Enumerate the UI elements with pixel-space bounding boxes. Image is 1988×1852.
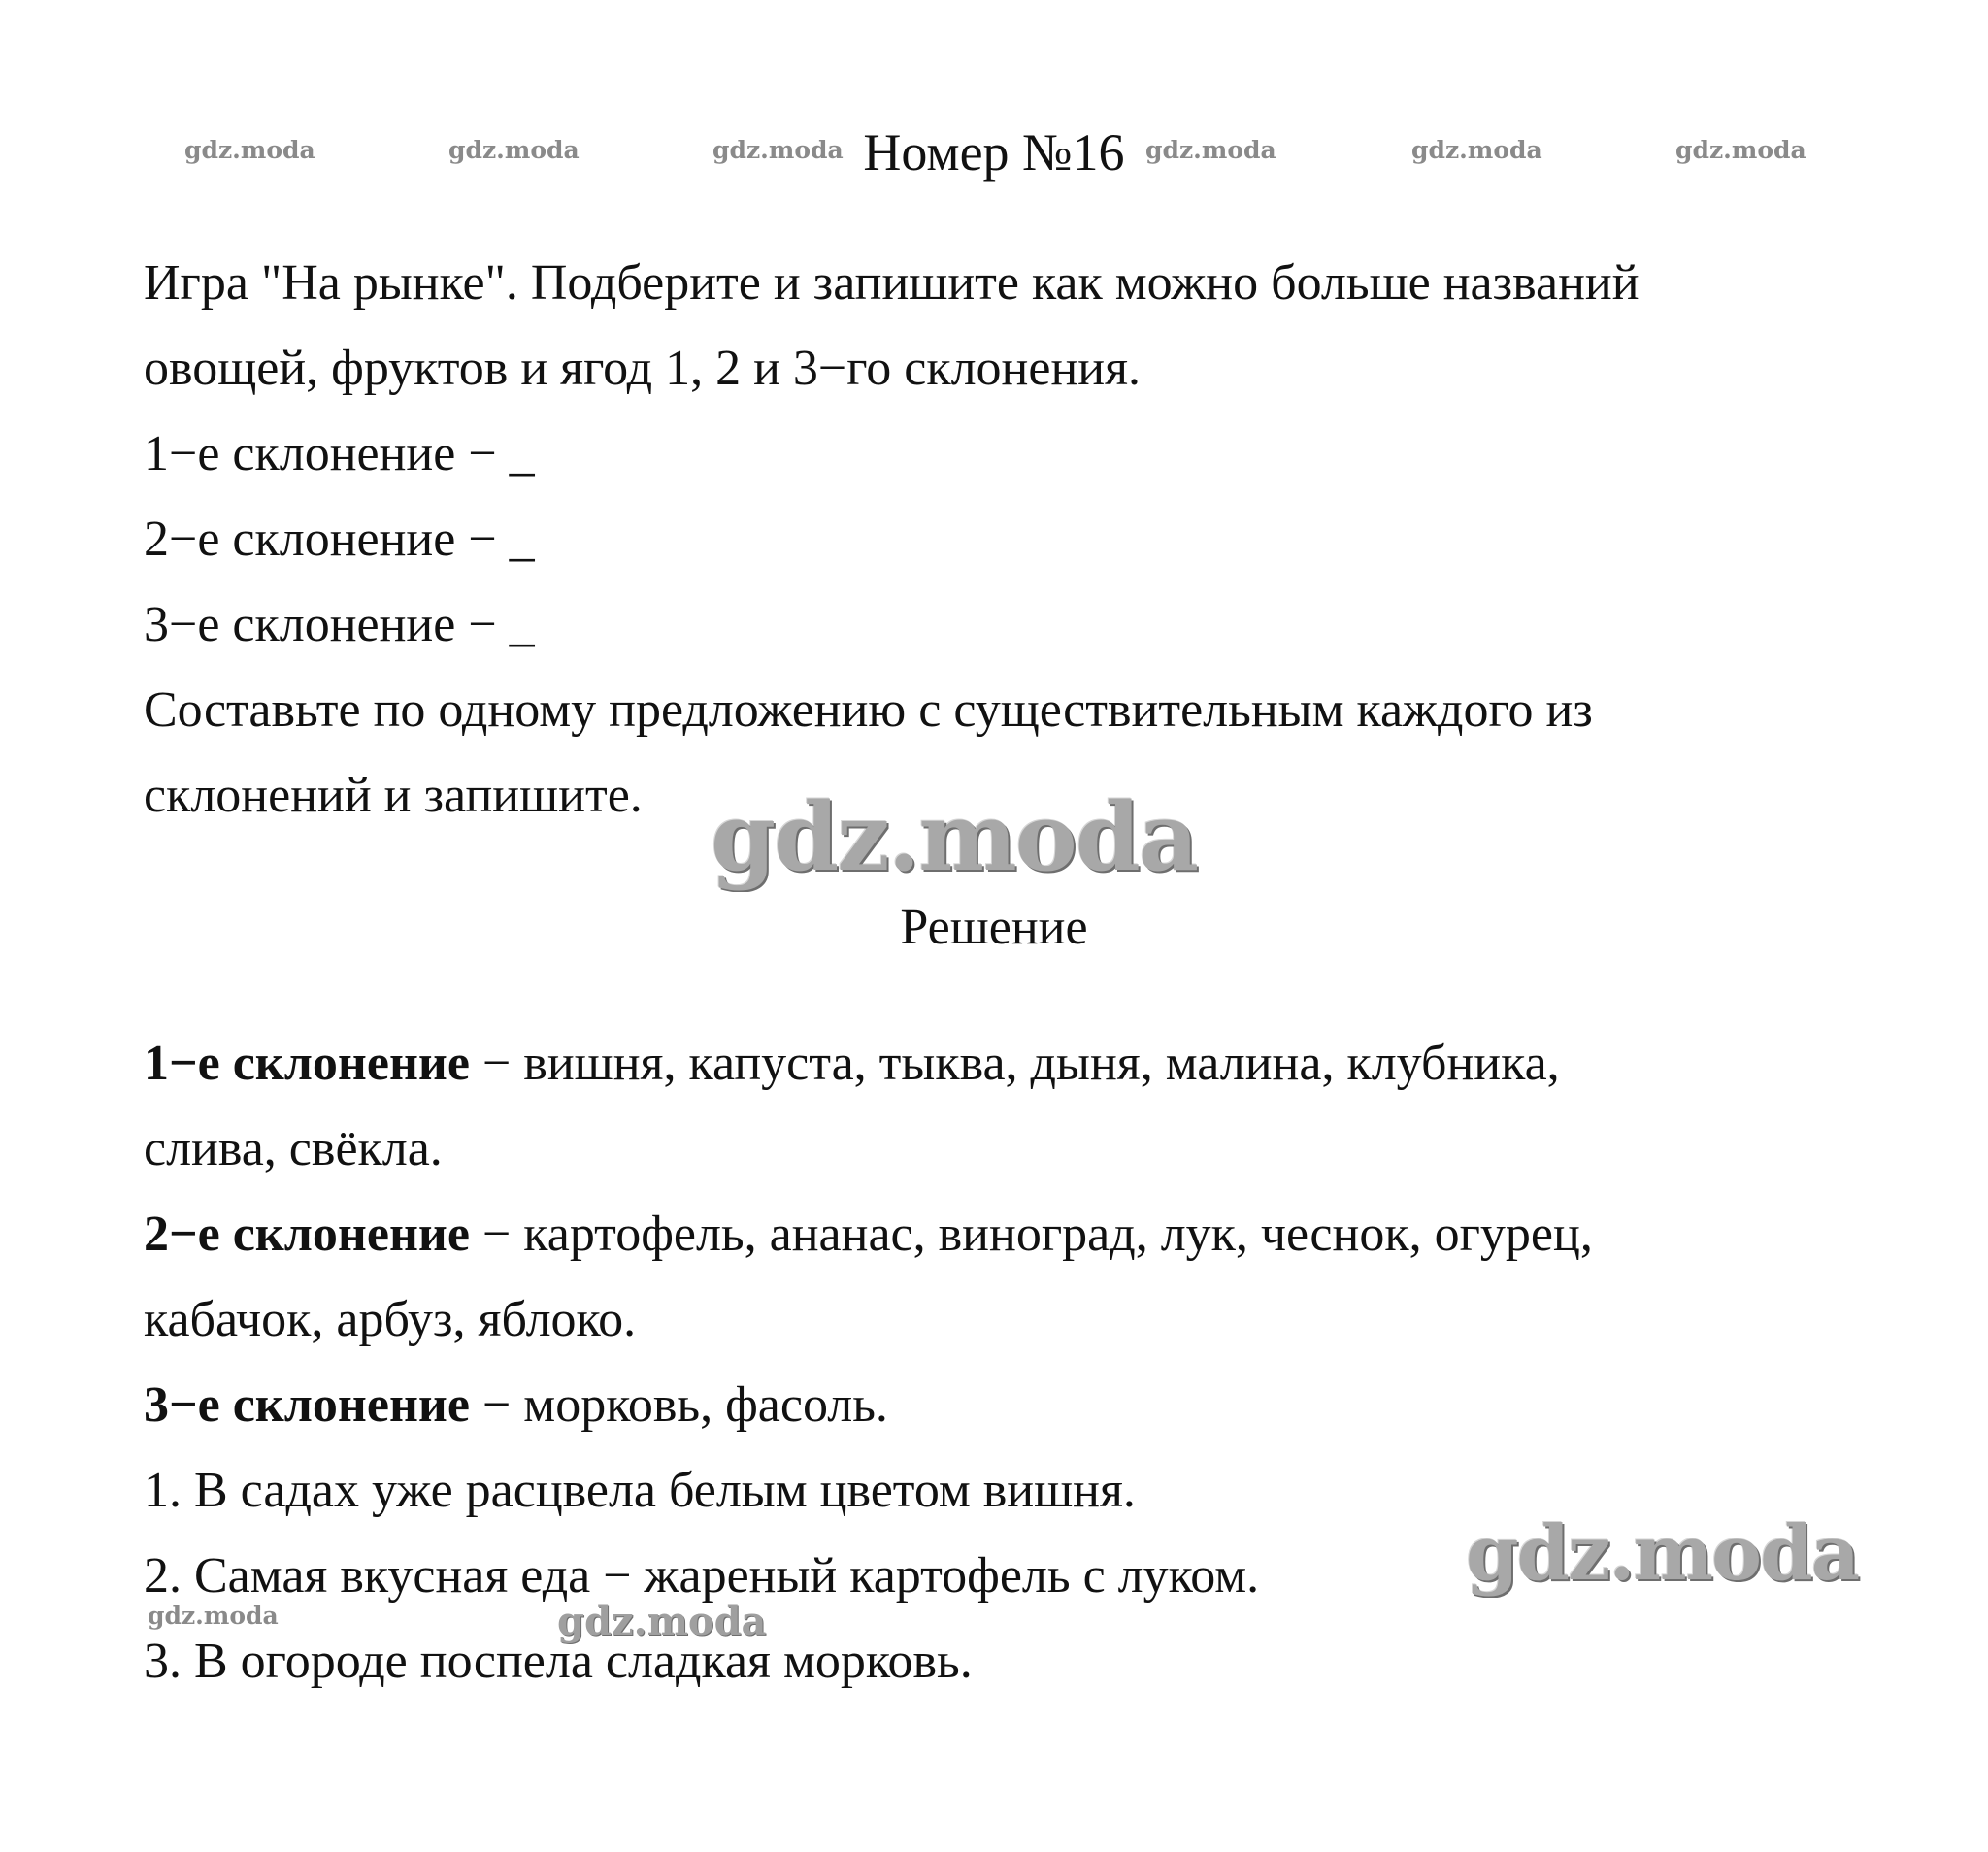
watermark: gdz.moda	[1145, 136, 1276, 164]
task-line: Составьте по одному предложению с существительным каждого из	[144, 682, 1593, 738]
solution-line-decl3	[144, 1374, 888, 1437]
sentence-line: 2. Самая вкусная еда − жареный картофель с луком.	[144, 1548, 1260, 1604]
watermark: gdz.moda	[448, 136, 580, 164]
decl1-text: − вишня, капуста, тыква, дыня, малина, клубника,	[469, 1036, 1560, 1091]
decl2-text: − картофель, ананас, виноград, лук, чеснок, огурец,	[469, 1207, 1593, 1262]
decl2-label: 2−е склонение	[144, 1207, 470, 1262]
watermark: gdz.moda	[1675, 136, 1806, 164]
solution-line: слива, свёкла.	[144, 1121, 443, 1176]
solution-line-decl2	[144, 1204, 1593, 1266]
task-line: 2−е склонение − _	[144, 512, 535, 567]
task-line: склонений и запишите.	[144, 768, 643, 823]
watermark: gdz.moda	[1411, 136, 1542, 164]
task-line: 3−е склонение − _	[144, 597, 535, 652]
sentence-line: 3. В огороде поспела сладкая морковь.	[144, 1634, 973, 1689]
sentence-line: 1. В садах уже расцвела белым цветом вишня.	[144, 1463, 1136, 1518]
solution-line: кабачок, арбуз, яблоко.	[144, 1292, 637, 1347]
solution-line-decl1	[144, 1033, 1560, 1095]
solution-heading: Решение	[900, 900, 1088, 955]
task-line: 1−е склонение − _	[144, 426, 535, 481]
page-title: Номер №16	[863, 123, 1125, 182]
watermark: gdz.moda	[712, 136, 844, 164]
decl1-label: 1−е склонение	[144, 1036, 470, 1091]
watermark: gdz.moda	[184, 136, 315, 164]
decl3-text: − морковь, фасоль.	[469, 1377, 888, 1433]
decl3-label: 3−е склонение	[144, 1377, 470, 1433]
watermark-large: gdz.moda	[711, 782, 1198, 892]
watermark-large: gdz.moda	[1466, 1509, 1859, 1598]
watermark: gdz.moda	[148, 1602, 279, 1630]
watermark: gdz.moda	[557, 1599, 767, 1644]
task-line: овощей, фруктов и ягод 1, 2 и 3−го склонения.	[144, 341, 1142, 396]
task-line: Игра "На рынке". Подберите и запишите как можно больше названий	[144, 255, 1640, 311]
